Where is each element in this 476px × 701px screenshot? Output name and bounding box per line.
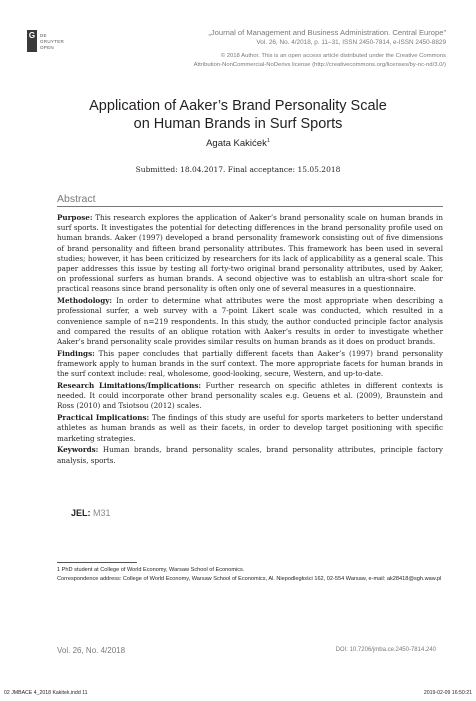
license-line-2: Attribution-NonCommercial-NoDerivs license (http://creativecommons.org/licenses/by-nc-nd/3.0/)	[193, 62, 446, 68]
author-name: Agata Kakićek	[206, 138, 267, 150]
abstract-divider	[57, 206, 443, 207]
author	[0, 138, 476, 149]
footnote-correspondence: Correspondence address: College of World Economy, Warsaw School of Economics, Al. Niepodległości 162, 02-554 Warsaw, e-mail: ak28418@sgh.waw.pl	[57, 576, 442, 582]
abstract-purpose: Purpose: This research explores the application of Aaker’s brand personality scale on human brands in surf sports. It investigates the potential for detecting differences in the brand personality profile used on human brands. Aaker (1997) developed a brand personality framework consisting out of five dimensions of brand personality and fifteen brand personality attributes. This framework has been used in several studies; however, it has been criticized by researchers for its lack of applicability as a general scale. This paper addresses this issue by testing all forty-two original brand personality attributes, used by Aaker, on professional surfers as human brands. A second objective was to establish an ultra-short scale for practical reasons since brand personality is often only one of several measures in a questionnaire.	[57, 213, 443, 294]
abstract-body	[57, 213, 443, 467]
abstract-limitations: Research Limitations/Implications: Further research on specific athletes in different contexts is needed. It could incorporate other brand personality scales e.g. Geuens et al. (2009), Braunstein and Ross (2010) and Tsiotsou (2012) scales.	[57, 381, 443, 411]
footnote-1: 1 PhD student at College of World Economy, Warsaw School of Economics.	[57, 567, 245, 573]
abstract-heading: Abstract	[57, 193, 96, 205]
paper-title-line-1: Application of Aaker’s Brand Personality Scale	[89, 98, 387, 114]
footer-doi: DOI: 10.7206/jmba.ce.2450-7814.240	[335, 647, 436, 653]
journal-volume: Vol. 26, No. 4/2018, p. 11–31, ISSN 2450-7814, e-ISSN 2450-8829	[256, 39, 446, 46]
submission-dates: Submitted: 18.04.2017. Final acceptance: 15.05.2018	[135, 165, 341, 174]
journal-name: „Journal of Management and Business Administration. Central Europe”	[208, 28, 446, 37]
abstract-practical: Practical Implications: The findings of this study are useful for sports marketers to better understand athletes as human brands as well as their facets, in order to develop target positioning with specific marketing strategies.	[57, 413, 443, 443]
jel-code: M31	[93, 508, 111, 518]
print-slug-timestamp: 2019-02-09 16:50:21	[423, 690, 472, 696]
paper-title-line-2: on Human Brands in Surf Sports	[133, 116, 343, 132]
jel-classification	[71, 508, 111, 518]
abstract-methodology: Methodology: In order to determine what attributes were the most appropriate when describing a professional surfer, a web survey with a 7-point Likert scale was conducted, which resulted in a convenience sample of n=219 respondents. In this study, the author conducted principle factor analysis and compared the results of an oblique rotation with Aaker’s results in order to investigate whether Aaker’s brand personality scale provides similar results on human brands as it does on product brands.	[57, 296, 443, 347]
footnote-divider	[57, 562, 137, 563]
print-slug-file: 02 JMBACE 4_2018 Kakitek.indd 11	[4, 690, 88, 696]
publisher-logo-text: DE GRUYTER OPEN	[40, 33, 65, 50]
publisher-logo-mark: G	[27, 30, 37, 52]
publisher-logo	[27, 30, 64, 52]
jel-label: JEL:	[71, 508, 91, 518]
license-line-1: © 2018 Author. This is an open access article distributed under the Creative Commons	[220, 53, 446, 59]
abstract-findings: Findings: This paper concludes that partially different facets than Aaker’s (1997) brand personality framework apply to human brands in the surf context. The more appropriate facets for human brands in the surf context include: real, wholesome, good-looking, secure, Western, and up-to-date.	[57, 348, 443, 379]
author-footnote-mark: 1	[266, 138, 270, 144]
footer-volume: Vol. 26, No. 4/2018	[57, 646, 126, 655]
abstract-keywords: Keywords: Human brands, brand personality scales, brand personality attributes, principle factory analysis, sports.	[57, 445, 443, 465]
